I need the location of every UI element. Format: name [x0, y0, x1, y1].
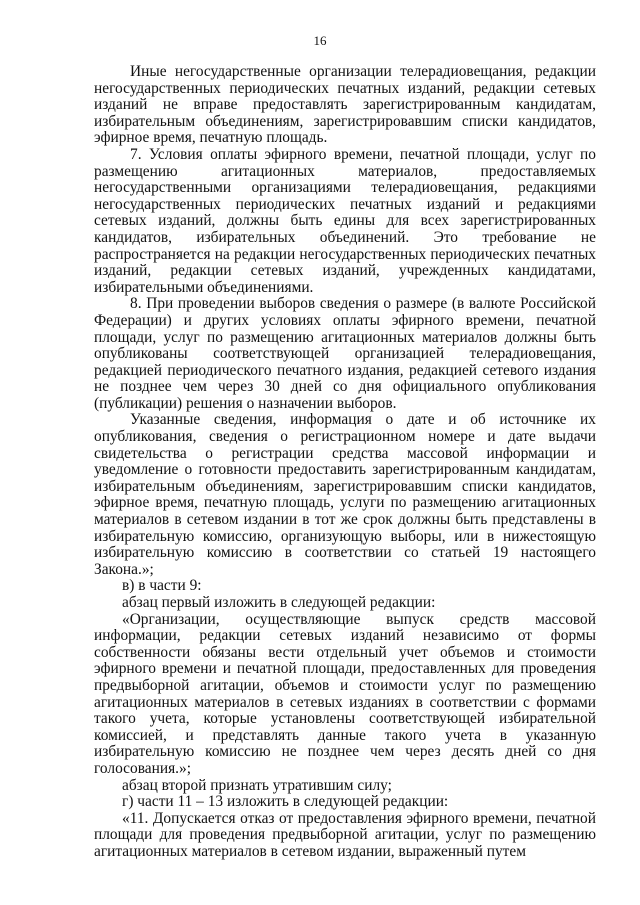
paragraph-1: Иные негосударственные организации телерадиовещания, редакции негосударственных периодических печатных изданий, редакции сетевых изданий не вправе предоставлять зарегистрированным кандидатам, избирательным объединениям, зарегистрировавшим списки кандидатов, эфирное время, печатную площадь. — [94, 63, 596, 147]
paragraph-2: 7. Условия оплаты эфирного времени, печатной площади, услуг по размещению агитационных материалов, предоставляемых негосударственными организациями телерадиовещания, редакциями негосударственных периодических печатных изданий и редакциями сетевых изданий, должны быть едины для всех зарегистрированных кандидатов, избирательных объединений. Это требование не распространяется на редакции негосударственных периодических печатных изданий, редакции сетевых изданий, учрежденных кандидатами, избирательными объединениями. — [94, 145, 596, 296]
paragraph-9: г) части 11 – 13 изложить в следующей редакции: — [122, 793, 449, 811]
paragraph-7: «Организации, осуществляющие выпуск средств массовой информации, редакции сетевых изданий независимо от формы собственности обязаны вести отдельный учет объемов и стоимости эфирного времени и печатной площади, предоставленных для проведения предвыборной агитации, объемов и стоимости услуг по размещению агитационных материалов в сетевых изданиях в соответствии с формами такого учета, которые установлены соответствующей избирательной комиссией, и представлять данные такого учета в указанную избирательную комиссию не позднее чем через десять дней со дня голосования.»; — [94, 610, 596, 777]
paragraph-3: 8. При проведении выборов сведения о размере (в валюте Российской Федерации) и других условиях оплаты эфирного времени, печатной площади, услуг по размещению агитационных материалов должны быть опубликованы соответствующей организацией телерадиовещания, редакцией периодического печатного издания, редакцией сетевого издания не позднее чем через 30 дней со дня официального опубликования (публикации) решения о назначении выборов. — [94, 295, 596, 412]
page-number: 16 — [313, 33, 327, 48]
paragraph-4: Указанные сведения, информация о дате и об источнике их опубликования, сведения о регистрационном номере и дате выдачи свидетельства о регистрации средства массовой информации и уведомление о готовности предоставить зарегистрированным кандидатам, избирательным объединениям, зарегистрировавшим списки кандидатов, эфирное время, печатную площадь, услуги по размещению агитационных материалов в сетевом издании в тот же срок должны быть представлены в избирательную комиссию, организующую выборы, или в нижестоящую избирательную комиссию в соответствии со статьей 19 настоящего Закона.»; — [94, 411, 596, 578]
document-body — [94, 64, 596, 861]
paragraph-10: «11. Допускается отказ от предоставления эфирного времени, печатной площади для проведения предвыборной агитации, услуг по размещению агитационных материалов в сетевом издании, выраженный путем — [94, 809, 596, 860]
paragraph-5: в) в части 9: — [122, 577, 202, 595]
paragraph-6: абзац первый изложить в следующей редакции: — [122, 594, 436, 611]
paragraph-8: абзац второй признать утратившим силу; — [122, 776, 392, 794]
